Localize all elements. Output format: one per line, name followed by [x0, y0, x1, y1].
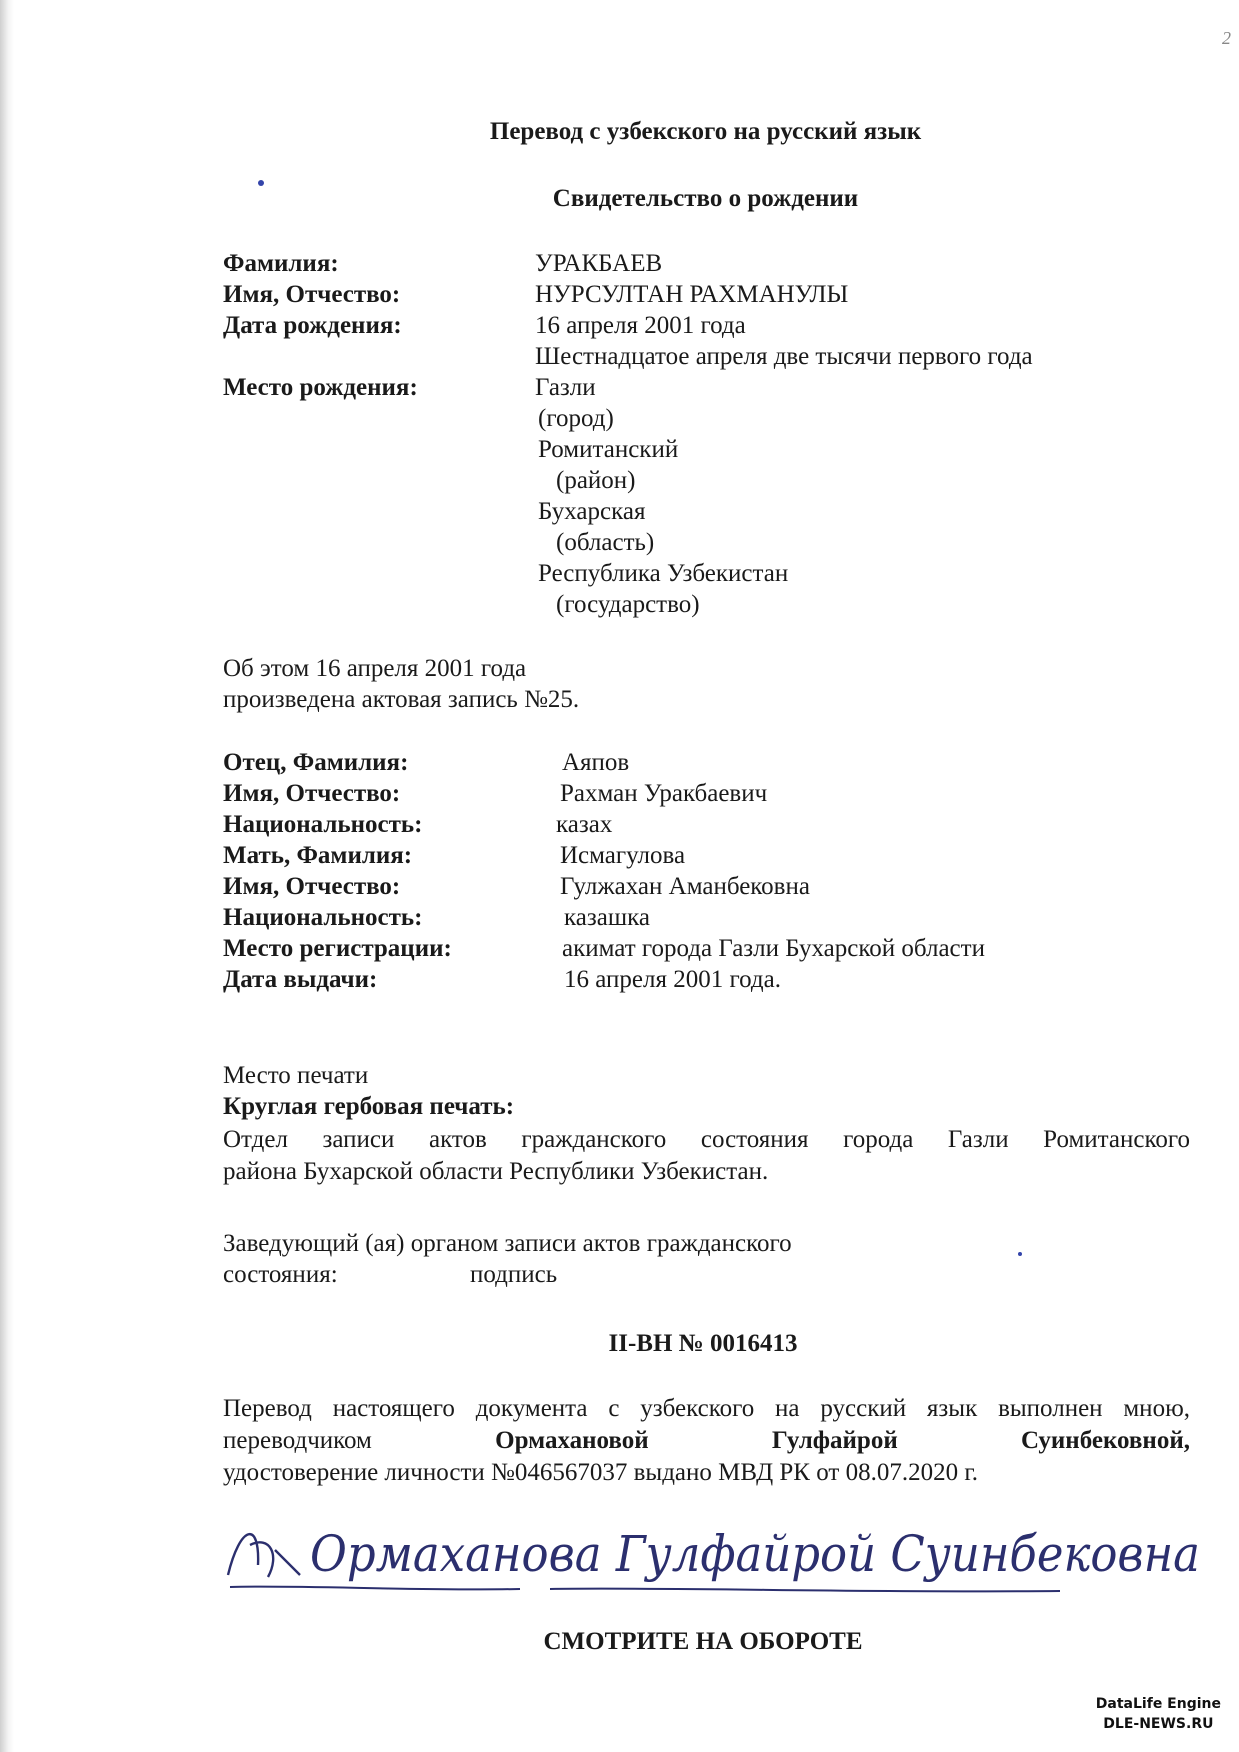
issue-date-label: Дата выдачи: — [223, 966, 378, 993]
page-heading: Перевод с узбекского на русский язык — [489, 118, 922, 145]
surname-label: Фамилия: — [223, 250, 339, 277]
mother-surname: Исмагулова — [560, 842, 686, 869]
head-line-1: Заведующий (ая) органом записи актов гражданского — [223, 1230, 792, 1257]
pob-country: Республика Узбекистан — [538, 560, 789, 587]
document-title: Свидетельство о рождении — [552, 185, 859, 212]
dob-label: Дата рождения: — [223, 312, 402, 339]
see-back-notice: СМОТРИТЕ НА ОБОРОТЕ — [543, 1628, 863, 1655]
translator-name: Ормахановой Гулфайрой Суинбековной, — [495, 1427, 1190, 1454]
translator-paragraph — [223, 1393, 1190, 1489]
name-label: Имя, Отчество: — [223, 281, 401, 308]
registration-label: Место регистрации: — [223, 935, 452, 962]
scan-edge — [0, 0, 14, 1752]
mother-nationality-label: Национальность: — [223, 904, 423, 931]
seal-text-last: района Бухарской области Республики Узбекистан. — [223, 1158, 769, 1185]
mother-label: Мать, Фамилия: — [223, 842, 413, 869]
dob-value: 16 апреля 2001 года — [535, 312, 746, 339]
name-value: НУРСУЛТАН РАХМАНУЛЫ — [535, 281, 849, 308]
father-label: Отец, Фамилия: — [223, 749, 409, 776]
head-signature: подпись — [470, 1261, 558, 1288]
head-line-2: состояния: — [223, 1261, 338, 1288]
certificate-number: II-ВН № 0016413 — [608, 1330, 798, 1357]
registration-place: акимат города Газли Бухарской области — [562, 935, 985, 962]
pob-region: Бухарская — [538, 498, 646, 525]
seal-label: Круглая гербовая печать: — [223, 1093, 515, 1120]
pob-country-type: (государство) — [556, 591, 700, 618]
handwritten-signature-text: Ормаханова Гулфайрой Суинбековна — [310, 1525, 1200, 1583]
translator-id: удостоверение личности №046567037 выдано МВД РК от 08.07.2020 г. — [223, 1459, 979, 1486]
dob-words: Шестнадцатое апреля две тысячи первого года — [535, 343, 1033, 370]
translator-text: Перевод настоящего документа с узбекского на русский язык выполнен мною, переводчиком — [223, 1395, 1190, 1454]
pob-region-type: (область) — [556, 529, 655, 556]
record-line-1: Об этом 16 апреля 2001 года — [223, 655, 527, 682]
father-name: Рахман Уракбаевич — [560, 780, 768, 807]
site-watermark — [1096, 1694, 1221, 1734]
page-number-mark: 2 — [1222, 28, 1231, 48]
record-line-2: произведена актовая запись №25. — [223, 686, 580, 713]
seal-place: Место печати — [223, 1062, 369, 1089]
father-name-label: Имя, Отчество: — [223, 780, 401, 807]
pob-district: Ромитанский — [538, 436, 679, 463]
watermark-line-2: DLE-NEWS.RU — [1103, 1716, 1214, 1732]
seal-text — [223, 1124, 1190, 1188]
pob-city: Газли — [535, 374, 596, 401]
father-surname: Аяпов — [562, 749, 630, 776]
pob-label: Место рождения: — [223, 374, 418, 401]
mother-nationality: казашка — [564, 904, 650, 931]
surname-value: УРАКБАЕВ — [535, 250, 663, 277]
pob-city-type: (город) — [538, 405, 614, 432]
father-nationality-label: Национальность: — [223, 811, 423, 838]
watermark-line-1: DataLife Engine — [1095, 1696, 1221, 1712]
pob-district-type: (район) — [556, 467, 636, 494]
mother-name-label: Имя, Отчество: — [223, 873, 401, 900]
seal-text-main: Отдел записи актов гражданского состояния города Газли Ромитанского — [223, 1126, 1190, 1153]
mother-name: Гулжахан Аманбековна — [560, 873, 810, 900]
father-nationality: казах — [556, 811, 613, 838]
ink-dot — [1018, 1252, 1022, 1256]
handwritten-signature — [220, 1505, 1235, 1615]
issue-date: 16 апреля 2001 года. — [564, 966, 781, 993]
translator-line-1 — [223, 1393, 1190, 1457]
